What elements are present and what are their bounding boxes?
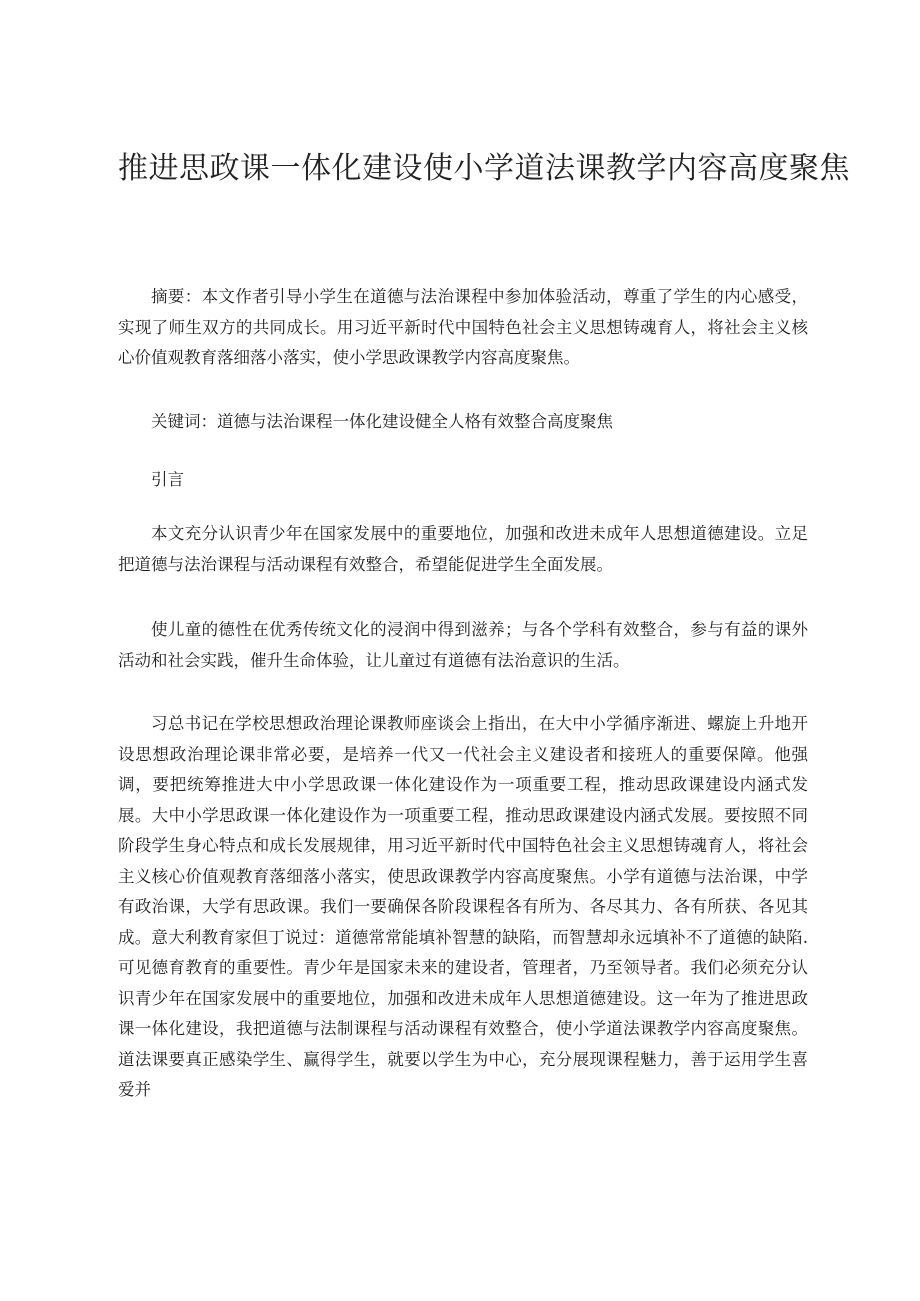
body-paragraph: 习总书记在学校思想政治理论课教师座谈会上指出，在大中小学循序渐进、螺旋上升地开设思想政治理论课非常必要，是培养一代又一代社会主义建设者和接班人的重要保障。他强调，要把统筹推进大中小学思政课一体化建设作为一项重要工程，推动思政课建设内涵式发展。大中小学思政课一体化建设作为一项重要工程，推动思政课建设内涵式发展。要按照不同阶段学生身心特点和成长发展规律，用习近平新时代中国特色社会主义思想铸魂育人，将社会主义核心价值观教育落细落小落实，使思政课教学内容高度聚焦。小学有道德与法治课，中学有政治课，大学有思政课。我们一要确保各阶段课程各有所为、各尽其力、各有所获、各见其成。意大利教育家但丁说过：道德常常能填补智慧的缺陷，而智慧却永远填补不了道德的缺陷.可见德育教育的重要性。青少年是国家未来的建设者，管理者，乃至领导者。我们必须充分认识青少年在国家发展中的重要地位，加强和改进未成年人思想道德建设。这一年为了推进思政课一体化建设，我把道德与法制课程与活动课程有效整合，使小学道法课教学内容高度聚焦。道法课要真正感染学生、赢得学生，就要以学生为中心，充分展现课程魅力，善于运用学生喜爱并 [118,714,808,1099]
intro-heading: 引言 [151,470,184,489]
keywords-paragraph: 关键词：道德与法治课程一体化建设健全人格有效整合高度聚焦 [151,412,613,431]
body-paragraph: 本文充分认识青少年在国家发展中的重要地位，加强和改进未成年人思想道德建设。立足把道德与法治课程与活动课程有效整合，希望能促进学生全面发展。 [118,524,808,574]
document-title: 推进思政课一体化建设使小学道法课教学内容高度聚焦 [118,151,850,186]
abstract-paragraph: 摘要：本文作者引导小学生在道德与法治课程中参加体验活动，尊重了学生的内心感受，实现了师生双方的共同成长。用习近平新时代中国特色社会主义思想铸魂育人，将社会主义核心价值观教育落细落小落实，使小学思政课教学内容高度聚焦。 [118,287,808,367]
body-paragraph: 使儿童的德性在优秀传统文化的浸润中得到滋养；与各个学科有效整合，参与有益的课外活动和社会实践，催升生命体验，让儿童过有道德有法治意识的生活。 [118,620,808,670]
